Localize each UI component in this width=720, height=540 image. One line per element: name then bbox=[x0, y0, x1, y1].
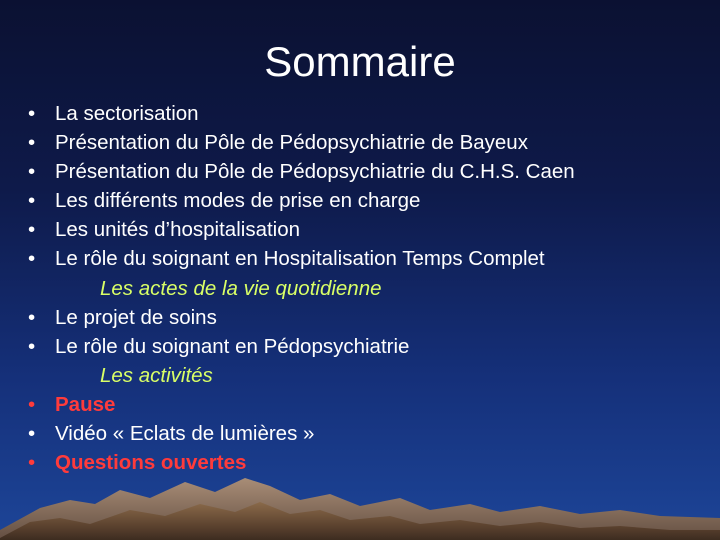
agenda-item bbox=[28, 244, 708, 273]
bullet-icon: • bbox=[28, 160, 36, 184]
agenda-item-label: Le rôle du soignant en Pédopsychiatrie bbox=[55, 334, 410, 358]
bullet-icon: • bbox=[28, 102, 36, 125]
bullet-icon: • bbox=[28, 218, 36, 242]
agenda-item-label: Pause bbox=[55, 392, 116, 416]
agenda-subitem bbox=[28, 361, 708, 390]
agenda-subitem-label: Les activités bbox=[100, 363, 213, 387]
agenda-item bbox=[28, 215, 708, 244]
agenda-list bbox=[28, 99, 708, 477]
bullet-icon: • bbox=[28, 189, 36, 213]
agenda-item-label: Le projet de soins bbox=[55, 305, 217, 329]
agenda-subitem-label: Les actes de la vie quotidienne bbox=[100, 276, 382, 300]
agenda-item bbox=[28, 419, 708, 448]
bullet-icon: • bbox=[28, 451, 36, 475]
agenda-item-label: La sectorisation bbox=[55, 102, 199, 125]
agenda-item-label: Présentation du Pôle de Pédopsychiatrie du C.H.S. Caen bbox=[55, 160, 575, 184]
agenda-item-label: Le rôle du soignant en Hospitalisation Temps Complet bbox=[55, 247, 545, 271]
bullet-icon: • bbox=[28, 247, 36, 271]
bullet-icon: • bbox=[28, 334, 36, 358]
slide-title bbox=[0, 38, 720, 86]
slide-title-text: Sommaire bbox=[264, 38, 456, 85]
agenda-item bbox=[28, 332, 708, 361]
bullet-icon: • bbox=[28, 131, 36, 155]
agenda-item bbox=[28, 303, 708, 332]
agenda-item bbox=[28, 157, 708, 186]
agenda-item bbox=[28, 390, 708, 419]
agenda-item-label: Les unités d’hospitalisation bbox=[55, 218, 301, 242]
agenda-item-label: Les différents modes de prise en charge bbox=[55, 189, 421, 213]
agenda-item-label: Présentation du Pôle de Pédopsychiatrie de Bayeux bbox=[55, 131, 528, 155]
bullet-icon: • bbox=[28, 305, 36, 329]
agenda-item-label: Vidéo « Eclats de lumières » bbox=[55, 422, 315, 446]
bullet-icon: • bbox=[28, 422, 36, 446]
agenda-subitem bbox=[28, 274, 708, 303]
bullet-icon: • bbox=[28, 392, 36, 416]
agenda-item bbox=[28, 128, 708, 157]
mountains-image bbox=[0, 460, 720, 540]
agenda-item-label: Questions ouvertes bbox=[55, 451, 247, 475]
agenda-item bbox=[28, 99, 708, 128]
agenda-item bbox=[28, 186, 708, 215]
